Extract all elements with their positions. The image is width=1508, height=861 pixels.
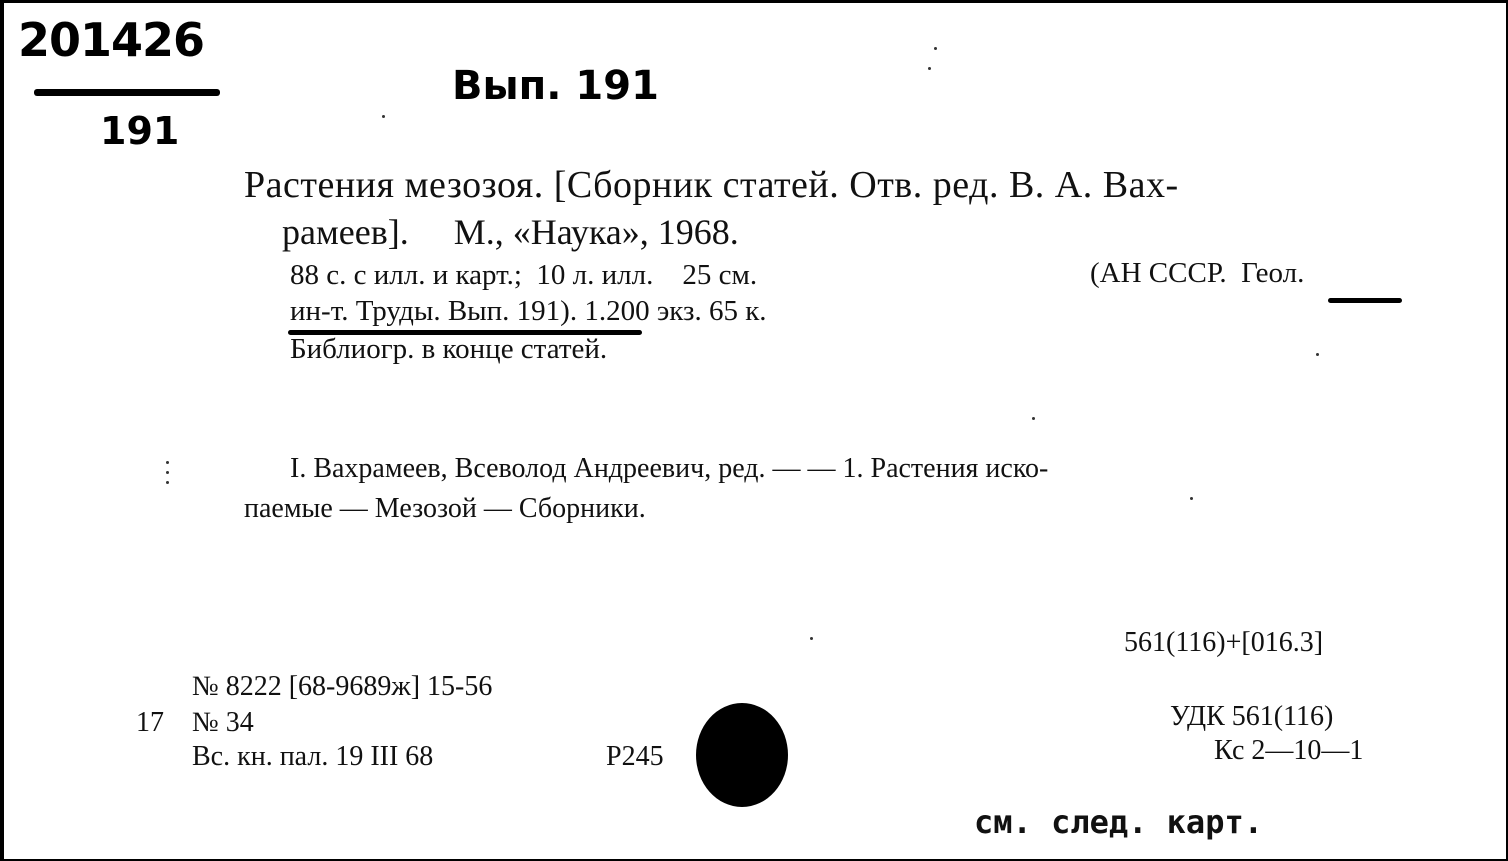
title-line-5: Библиогр. в конце статей.	[290, 333, 608, 365]
subjects-line-2: паемые — Мезозой — Сборники.	[244, 493, 646, 524]
accession-underline	[34, 89, 220, 96]
speck	[928, 67, 931, 70]
issue-note: Вып. 191	[452, 63, 659, 109]
speck	[166, 471, 169, 474]
speck	[1190, 497, 1193, 500]
speck	[810, 637, 813, 640]
punch-hole	[696, 703, 788, 807]
title-line-1: Растения мезозоя. [Сборник статей. Отв. ред. В. А. Вах-	[244, 164, 1179, 206]
volume-number: 191	[100, 109, 180, 153]
bbk-index: 561(116)+[016.3]	[1124, 627, 1324, 658]
continued-stamp: см. след. карт.	[974, 803, 1263, 841]
registry-code: Р245	[606, 741, 664, 772]
kc-index: Кс 2—10—1	[1214, 735, 1364, 766]
title-line-2: рамеев]. М., «Наука», 1968.	[282, 212, 739, 252]
registry-line-2: № 34	[192, 707, 254, 738]
speck	[382, 115, 385, 118]
registry-prefix: 17	[136, 707, 164, 738]
subjects-line-1: I. Вахрамеев, Всеволод Андреевич, ред. — — 1. Растения иско-	[290, 453, 1049, 484]
speck	[934, 47, 937, 50]
udc-index: УДК 561(116)	[1170, 701, 1334, 732]
title-line-4: ин-т. Труды. Вып. 191). 1.200 экз. 65 к.	[290, 295, 767, 327]
speck	[166, 461, 169, 464]
speck	[1032, 417, 1035, 420]
registry-line-3: Вс. кн. пал. 19 III 68	[192, 741, 434, 772]
speck	[1316, 353, 1319, 356]
title-line-3-left: 88 с. с илл. и карт.; 10 л. илл. 25 см.	[290, 259, 758, 291]
title-line-3-right: (АН СССР. Геол.	[1090, 257, 1305, 289]
registry-line-1: № 8222 [68-9689ж] 15-56	[192, 671, 493, 702]
speck	[166, 481, 169, 484]
geol-underline	[1328, 298, 1402, 303]
accession-number: 201426	[18, 13, 205, 67]
